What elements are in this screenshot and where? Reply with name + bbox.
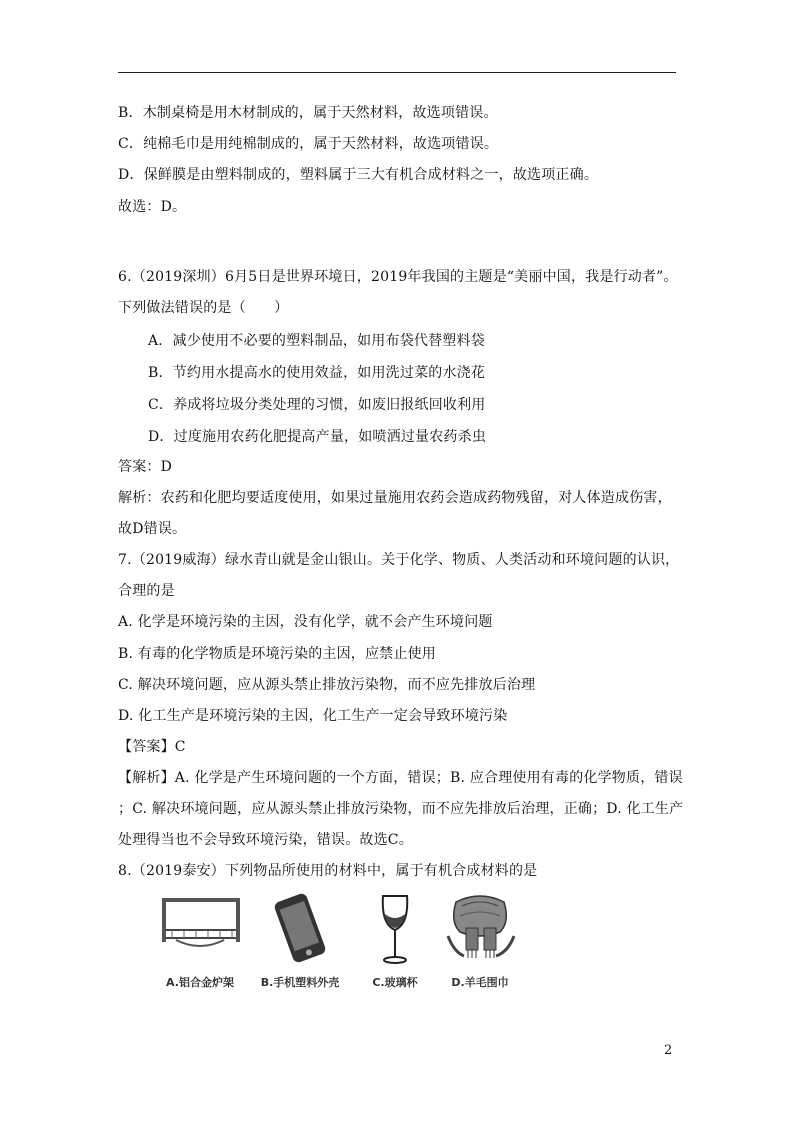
question-6-stem: 6.（2019深圳）6月5日是世界环境日，2019年我国的主题是“美丽中国，我是行动者”。 xyxy=(118,269,678,285)
figure-item-b xyxy=(250,890,350,990)
stove-rack-icon xyxy=(152,892,248,956)
figure-caption-a: A.铝合金炉架 xyxy=(166,976,234,989)
figure-caption-d: D.羊毛围巾 xyxy=(451,976,509,989)
page-number: 2 xyxy=(664,1043,673,1058)
question-7-analysis-2: ；C. 解决环境问题，应从源头禁止排放污染物，而不应先排放后治理，正确；D. 化工生产 xyxy=(118,801,684,817)
question-8-stem: 8.（2019泰安）下列物品所使用的材料中，属于有机合成材料的是 xyxy=(118,863,538,879)
question-7-option-d: D. 化工生产是环境污染的主因，化工生产一定会导致环境污染 xyxy=(118,708,508,724)
option-d-explanation: D．保鲜膜是由塑料制成的，塑料属于三大有机合成材料之一，故选项正确。 xyxy=(118,167,599,183)
question-7-option-b: B. 有毒的化学物质是环境污染的主因，应禁止使用 xyxy=(118,646,436,662)
question-7-option-c: C. 解决环境问题，应从源头禁止排放污染物，而不应先排放后治理 xyxy=(118,677,536,693)
question-6-stem-2: 下列做法错误的是（ ） xyxy=(118,300,289,316)
option-c-explanation: C．纯棉毛巾是用纯棉制成的，属于天然材料，故选项错误。 xyxy=(118,136,499,152)
question-7-stem: 7.（2019威海）绿水青山就是金山银山。关于化学、物质、人类活动和环境问题的认识， xyxy=(118,552,680,568)
question-6-option-b: B．节约用水提高水的使用效益，如用洗过菜的水浇花 xyxy=(148,365,486,381)
answer-line: 故选：D。 xyxy=(118,199,187,215)
wine-glass-icon xyxy=(375,892,415,966)
phone-icon xyxy=(265,892,335,964)
question-6-option-a: A．减少使用不必要的塑料制品，如用布袋代替塑料袋 xyxy=(148,333,485,349)
question-6-option-d: D．过度施用农药化肥提高产量，如喷洒过量农药杀虫 xyxy=(148,429,487,445)
option-b-explanation: B．木制桌椅是用木材制成的，属于天然材料，故选项错误。 xyxy=(118,105,498,121)
question-7-analysis-3: 处理得当也不会导致环境污染，错误。故选C。 xyxy=(118,832,413,848)
header-rule xyxy=(118,72,676,73)
question-7-stem-2: 合理的是 xyxy=(118,583,175,599)
question-7-analysis: 【解析】A. 化学是产生环境问题的一个方面，错误；B. 应合理使用有毒的化学物质，错误 xyxy=(118,770,683,786)
figure-caption-c: C.玻璃杯 xyxy=(372,976,418,989)
question-6-analysis: 解析：农药和化肥均要适度使用，如果过量施用农药会造成药物残留，对人体造成伤害， xyxy=(118,490,672,506)
figure-item-d xyxy=(430,890,530,990)
question-6-analysis-2: 故D错误。 xyxy=(118,521,187,537)
question-8-figure xyxy=(150,890,550,1000)
figure-item-a xyxy=(150,890,250,990)
question-7-option-a: A. 化学是环境污染的主因，没有化学，就不会产生环境问题 xyxy=(118,614,493,630)
question-6-answer: 答案：D xyxy=(118,459,173,475)
figure-caption-b: B.手机塑料外壳 xyxy=(260,976,340,989)
question-6-option-c: C．养成将垃圾分类处理的习惯，如废旧报纸回收利用 xyxy=(148,397,486,413)
question-7-answer: 【答案】C xyxy=(118,739,186,755)
wool-scarf-icon xyxy=(440,892,520,964)
